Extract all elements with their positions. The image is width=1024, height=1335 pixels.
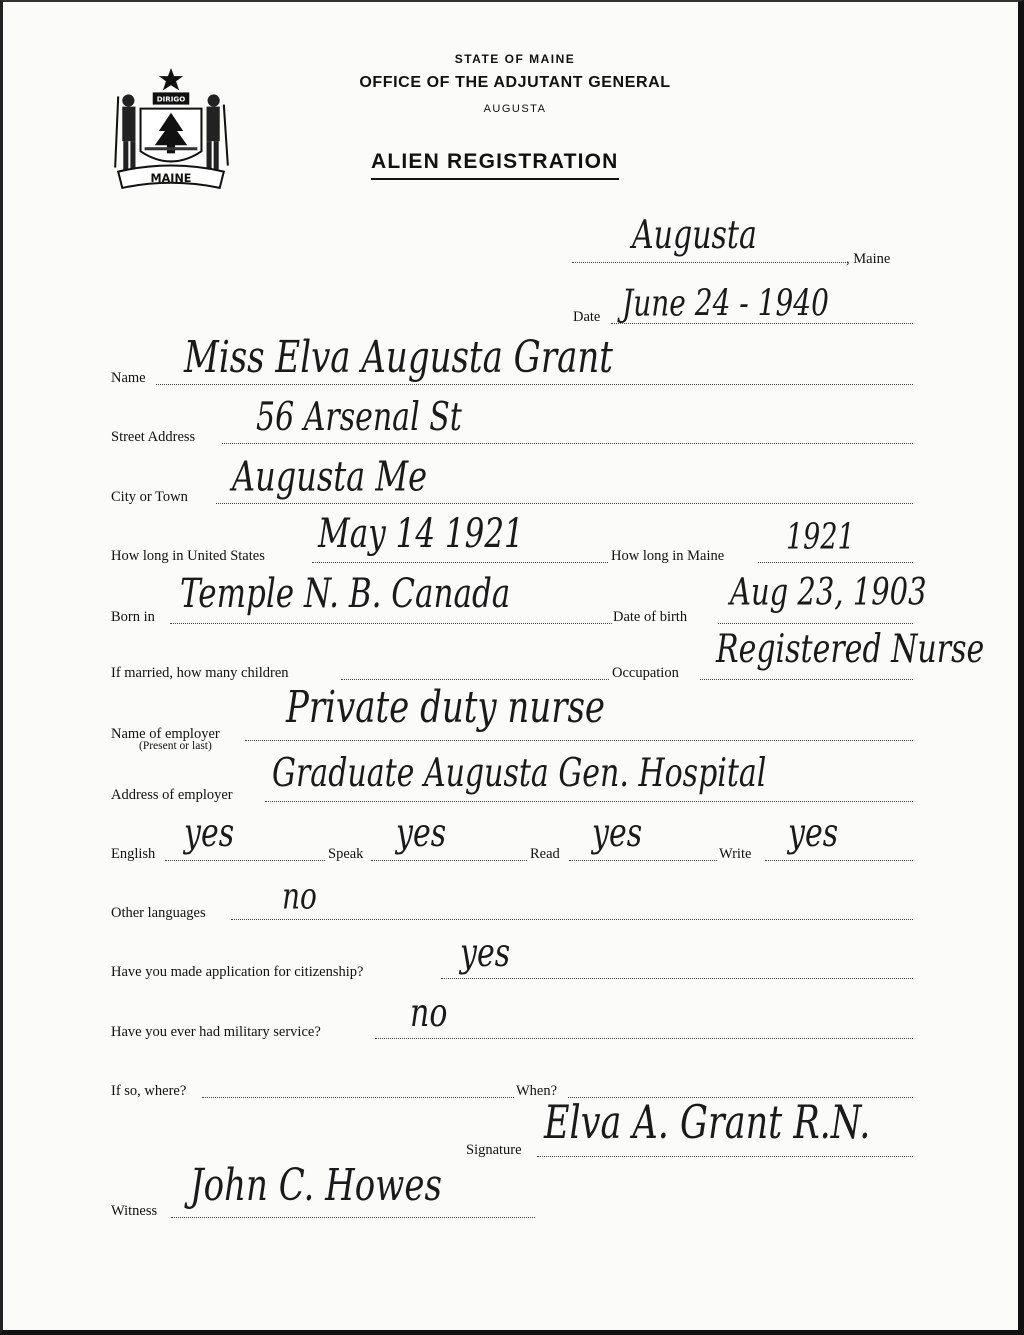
- write-value: yes: [788, 811, 839, 857]
- us-duration-value: May 14 1921: [318, 510, 524, 558]
- other-languages-value: no: [282, 874, 317, 918]
- street-label: Street Address: [111, 429, 196, 445]
- city-value: Augusta Me: [232, 451, 428, 501]
- english-label: English: [111, 846, 156, 862]
- born-in-label: Born in: [111, 609, 155, 625]
- witness-value: John C. Howes: [190, 1159, 442, 1212]
- write-label: Write: [719, 846, 752, 862]
- city-line: [216, 503, 913, 504]
- born-in-line: [170, 623, 612, 624]
- street-value: 56 Arsenal St: [256, 395, 462, 441]
- speak-line: [371, 860, 527, 861]
- dob-line: [718, 623, 913, 624]
- military-value: no: [410, 991, 448, 1037]
- employer-line: [245, 740, 913, 741]
- us-duration-label: How long in United States: [111, 548, 265, 564]
- place-line: [572, 262, 846, 263]
- children-line: [341, 679, 609, 680]
- employer-address-value: Graduate Augusta Gen. Hospital: [272, 751, 767, 797]
- witness-label: Witness: [111, 1203, 158, 1219]
- occupation-line: [700, 679, 913, 680]
- where-label: If so, where?: [111, 1083, 187, 1099]
- city-label: City or Town: [111, 489, 188, 505]
- other-languages-line: [231, 919, 913, 920]
- maine-duration-line: [758, 562, 913, 563]
- other-languages-label: Other languages: [111, 905, 206, 921]
- citizenship-value: yes: [460, 931, 511, 977]
- occupation-label: Occupation: [612, 665, 679, 681]
- when-label: When?: [516, 1083, 558, 1099]
- english-value: yes: [184, 811, 235, 857]
- read-label: Read: [530, 846, 560, 862]
- us-duration-line: [312, 562, 608, 563]
- state-of-maine-seal-icon: [110, 66, 232, 198]
- employer-value: Private duty nurse: [286, 681, 606, 734]
- name-label: Name: [111, 370, 146, 386]
- citizenship-line: [441, 978, 913, 979]
- form-title: ALIEN REGISTRATION: [371, 150, 619, 180]
- english-line: [165, 860, 325, 861]
- maine-duration-value: 1921: [786, 517, 855, 558]
- witness-line: [171, 1217, 535, 1218]
- date-value: June 24 - 1940: [622, 281, 829, 325]
- employer-sublabel: (Present or last): [139, 740, 212, 752]
- speak-value: yes: [396, 811, 447, 857]
- write-line: [765, 860, 913, 861]
- dob-value: Aug 23, 1903: [730, 569, 927, 614]
- speak-label: Speak: [328, 846, 364, 862]
- employer-address-line: [265, 801, 913, 802]
- header-office: OFFICE OF THE ADJUTANT GENERAL: [359, 74, 671, 91]
- employer-address-label: Address of employer: [111, 787, 233, 803]
- signature-line: [537, 1156, 913, 1157]
- name-line: [156, 384, 913, 385]
- maine-duration-label: How long in Maine: [611, 548, 725, 564]
- dob-label: Date of birth: [613, 609, 688, 625]
- born-in-value: Temple N. B. Canada: [180, 570, 511, 618]
- military-label: Have you ever had military service?: [111, 1024, 321, 1040]
- military-line: [375, 1038, 913, 1039]
- where-line: [202, 1097, 514, 1098]
- signature-value: Elva A. Grant R.N.: [544, 1097, 871, 1150]
- signature-label: Signature: [466, 1142, 522, 1158]
- header-city: AUGUSTA: [483, 103, 547, 115]
- name-value: Miss Elva Augusta Grant: [184, 331, 613, 384]
- occupation-value: Registered Nurse: [716, 627, 985, 673]
- employer-label: Name of employer: [111, 726, 220, 742]
- date-label: Date: [573, 309, 601, 325]
- citizenship-label: Have you made application for citizenship?: [111, 964, 364, 980]
- seal-banner-text: MAINE: [150, 171, 192, 185]
- place-value: Augusta: [632, 213, 757, 259]
- street-line: [222, 443, 913, 444]
- svg-text:DIRIGO: DIRIGO: [156, 94, 186, 104]
- place-suffix-label: , Maine: [846, 251, 891, 267]
- read-line: [569, 860, 717, 861]
- header-state: STATE OF MAINE: [454, 52, 576, 66]
- read-value: yes: [592, 811, 643, 857]
- children-label: If married, how many children: [111, 665, 289, 681]
